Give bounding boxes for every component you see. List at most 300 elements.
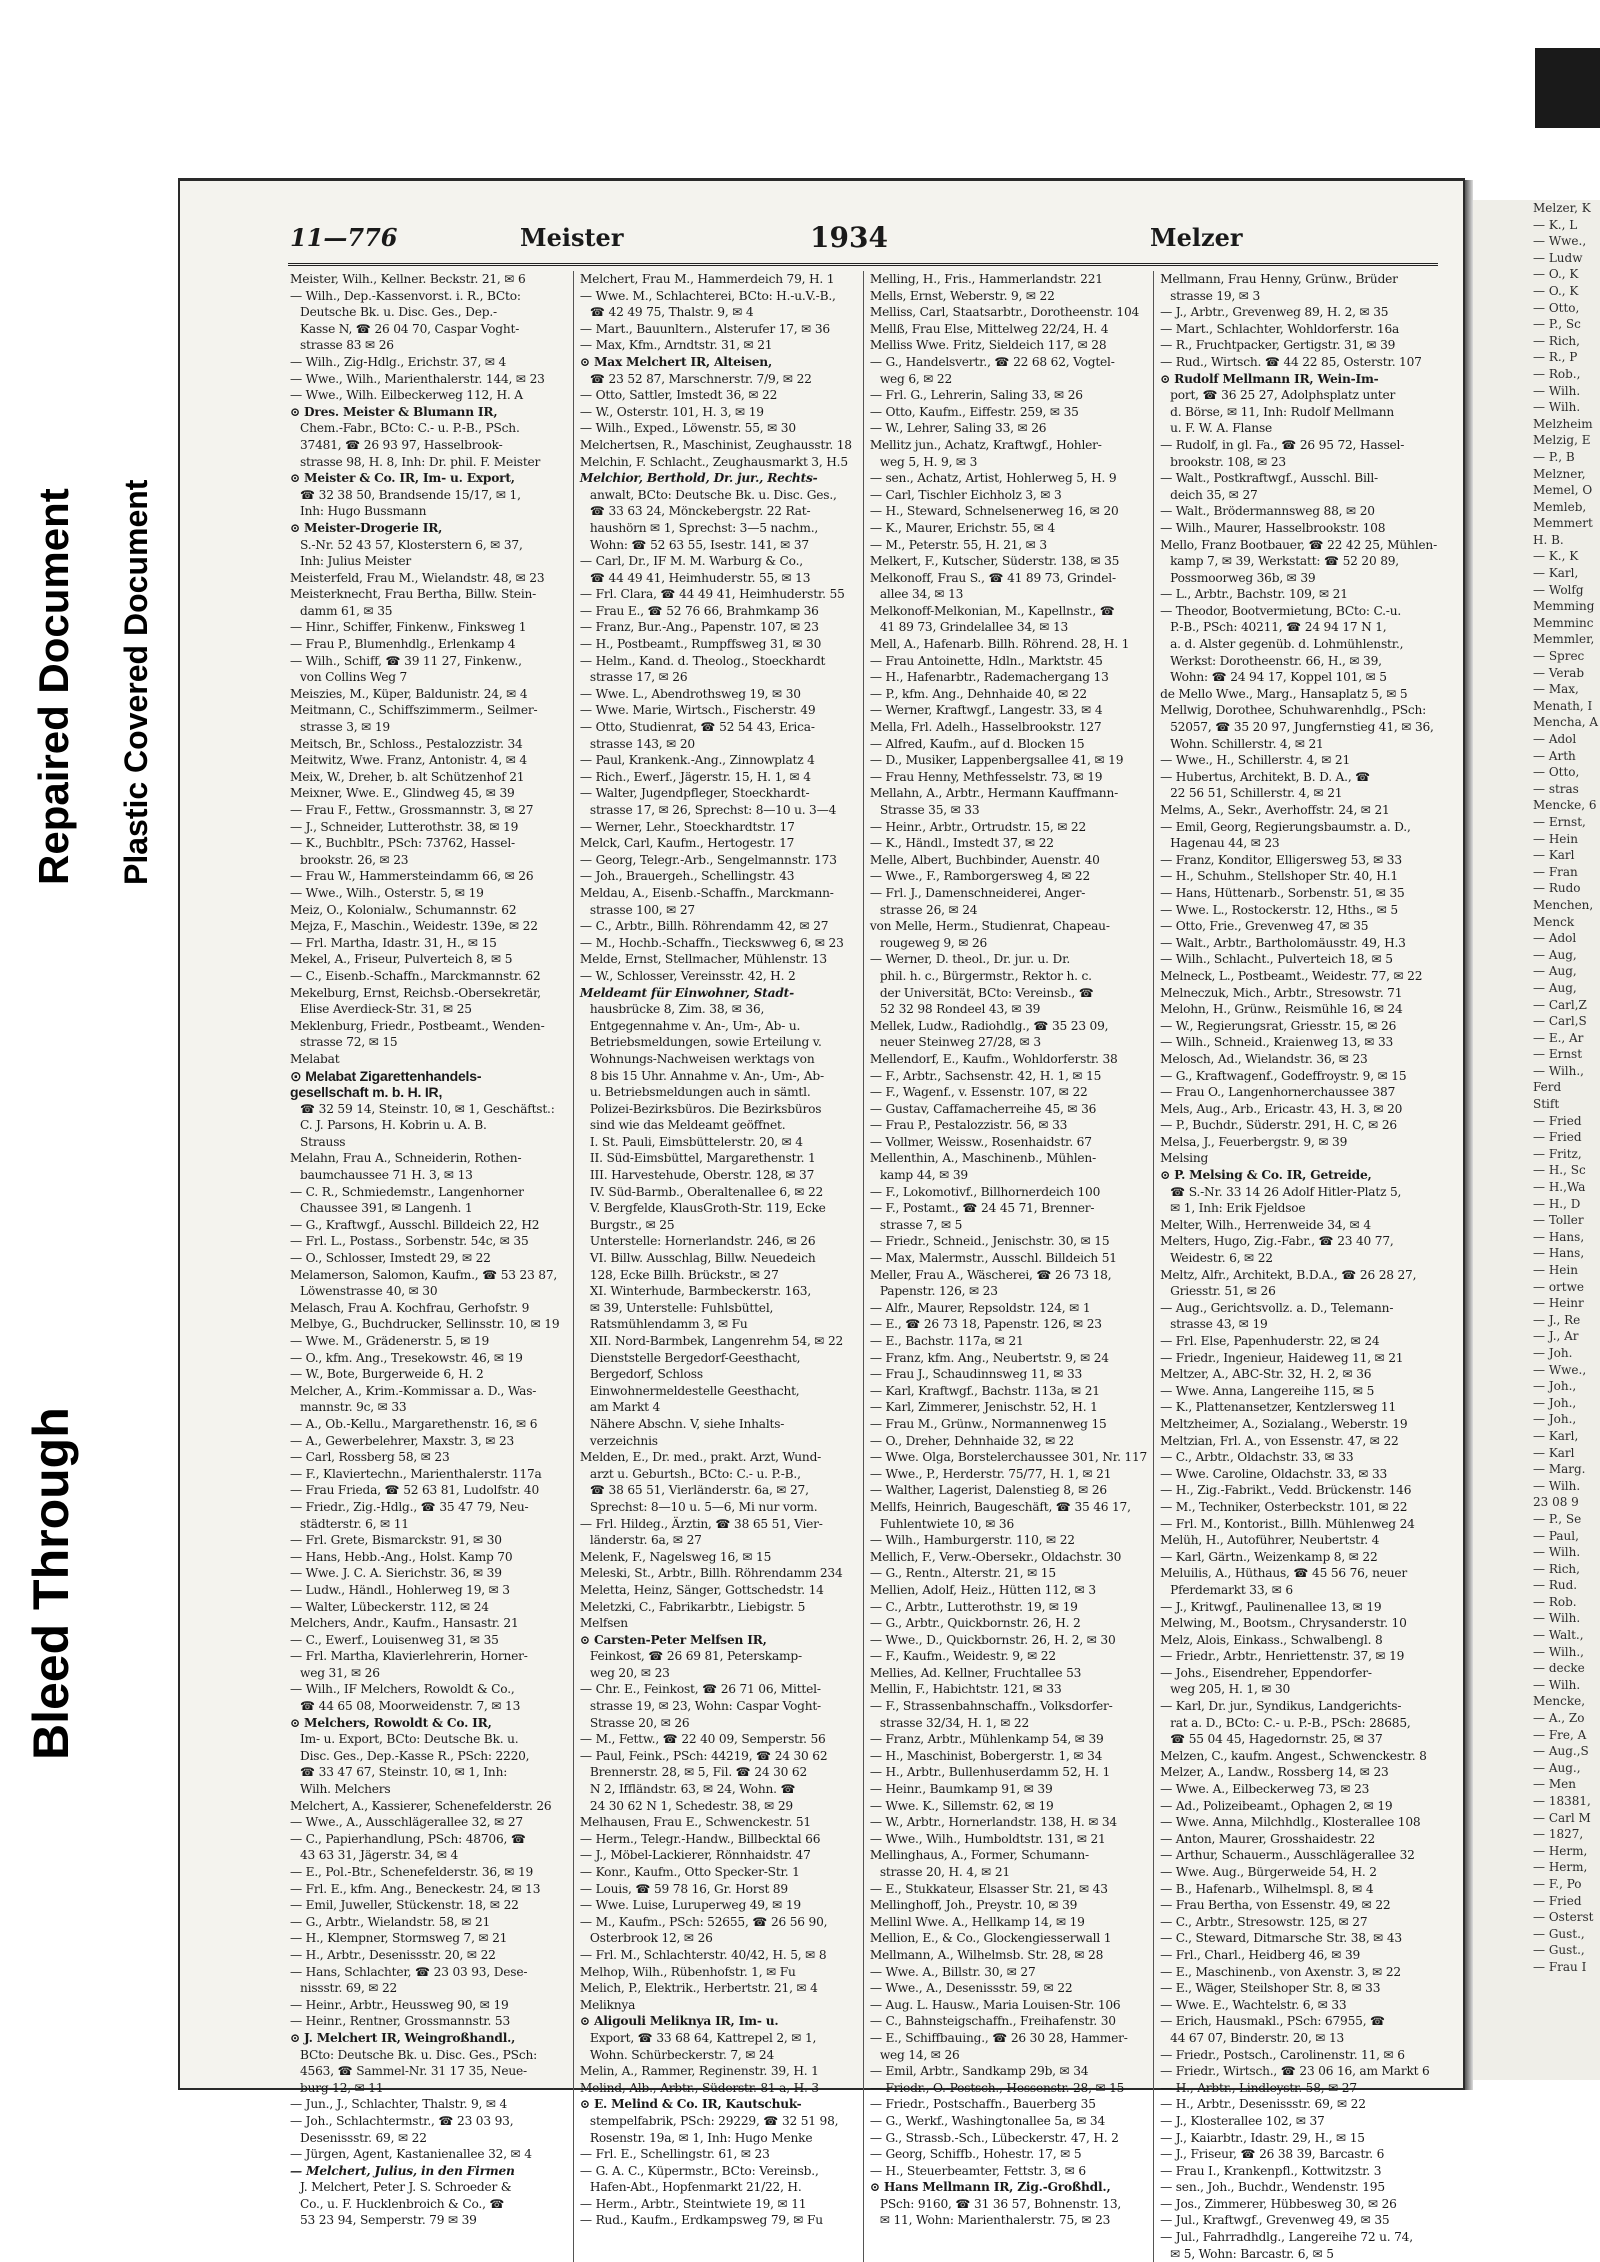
directory-entry: — D., Musiker, Lappenbergsallee 41, ✉ 19 (869, 753, 1124, 768)
directory-entry: Melhop, Wilh., Rübenhofstr. 1, ✉ Fu (579, 1964, 796, 1979)
directory-entry: ⊙ Meister-Drogerie IR, (290, 520, 443, 535)
directory-entry: Rosenstr. 19a, ✉ 1, Inh: Hugo Menke (589, 2130, 813, 2145)
directory-entry: Melzen, C., kaufm. Angest., Schwenckestr. 8 (1160, 1748, 1427, 1763)
directory-entry: Mels, Aug., Arb., Ericastr. 43, H. 3, ✉ 20 (1160, 1101, 1403, 1116)
directory-entry: strasse 100, ✉ 27 (589, 902, 695, 917)
directory-entry: Meisterfeld, Frau M., Wielandstr. 48, ✉ 23 (290, 570, 545, 585)
directory-entry: weg 5, H. 9, ✉ 3 (879, 454, 978, 469)
directory-entry: Inh: Hugo Bussmann (300, 504, 427, 519)
directory-entry: — J., Arbtr., Grevenweg 89, H. 2, ✉ 35 (1160, 305, 1389, 320)
directory-entry: 52 32 98 Rondeel 43, ✉ 39 (879, 1002, 1041, 1017)
directory-entry: — Wwe. M., Grädenerstr. 5, ✉ 19 (290, 1334, 490, 1348)
directory-entry: — Erich, Hausmakl., PSch: 67955, ☎ (1160, 2014, 1386, 2029)
adjacent-page-line: — stras (1533, 781, 1579, 796)
directory-entry: Mellin, F., Habichtstr. 121, ✉ 33 (869, 1682, 1062, 1697)
directory-entry: ☎ 23 52 87, Marschnerstr. 7/9, ✉ 22 (589, 371, 812, 386)
directory-entry: Melchert, Frau M., Hammerdeich 79, H. 1 (579, 272, 835, 286)
directory-entry: — Wilh., Hamburgerstr. 110, ✉ 22 (869, 1533, 1075, 1548)
directory-entry: strasse 17, ✉ 26, Sprechst: 8—10 u. 3—4 (589, 803, 837, 817)
directory-entry: — Wwe., Wilh., Humboldtstr. 131, ✉ 21 (869, 1831, 1106, 1846)
directory-entry: — Jürgen, Agent, Kastanienallee 32, ✉ 4 (290, 2147, 532, 2162)
directory-entry: — C., Steward, Ditmarsche Str. 38, ✉ 43 (1160, 1931, 1402, 1946)
directory-entry: — Frau O., Langenhornerchaussee 387 (1160, 1085, 1396, 1100)
directory-entry: — C., Ewerf., Louisenweg 31, ✉ 35 (290, 1632, 499, 1647)
adjacent-page-line: — J., Ar (1533, 1329, 1579, 1344)
adjacent-page-fragment (1473, 200, 1600, 2080)
directory-entry: — sen., Achatz, Artist, Hohlerweg 5, H. 9 (869, 471, 1117, 486)
directory-entry: PSch: 9160, ☎ 31 36 57, Bohnenstr. 13, (879, 2196, 1122, 2211)
adjacent-page-line: — Ernst, (1533, 814, 1586, 829)
entry-columns (284, 271, 1444, 2261)
directory-entry: Ratsmühlendamm 3, ✉ Fu (589, 1317, 748, 1332)
directory-entry: Mellinghoff, Joh., Preystr. 10, ✉ 39 (869, 1898, 1078, 1913)
directory-entry: — C. R., Schmiedemstr., Langenhorner (290, 1184, 524, 1199)
adjacent-page-line: — Karl (1533, 848, 1575, 863)
directory-entry: Melchin, F. Schlacht., Zeughausmarkt 3, H.5 (579, 454, 848, 469)
directory-entry: Mellwig, Dorothee, Schuhwarenhdlg., PSch: (1160, 703, 1427, 718)
directory-entry: ⊙ P. Melsing & Co. IR, Getreide, (1160, 1168, 1372, 1183)
directory-entry: — Friedr., Arbtr., Henriettenstr. 37, ✉ 19 (1160, 1649, 1405, 1664)
directory-entry: — C., Papierhandlung, PSch: 48706, ☎ (290, 1831, 526, 1846)
adjacent-page-line: — A., Zo (1533, 1711, 1585, 1726)
directory-entry: — P., kfm. Ang., Dehnhaide 40, ✉ 22 (869, 686, 1087, 701)
directory-entry: — Otto, Frie., Grevenweg 47, ✉ 35 (1160, 919, 1369, 934)
directory-entry: Fuhlentwiete 10, ✉ 36 (879, 1516, 1015, 1531)
directory-entry: — Wwe. Aug., Bürgerweide 54, H. 2 (1160, 1865, 1377, 1879)
directory-entry: — Walt., Arbtr., Bartholomäusstr. 49, H.3 (1160, 935, 1406, 950)
directory-entry: ⊙ Dres. Meister & Blumann IR, (290, 404, 498, 419)
directory-entry: Strasse 35, ✉ 33 (879, 803, 980, 817)
directory-entry: Hafen-Abt., Hopfenmarkt 21/22, H. (589, 2180, 802, 2195)
directory-entry: mannstr. 9c, ✉ 33 (300, 1400, 407, 1415)
directory-entry: — Jun., J., Schlachter, Thalstr. 9, ✉ 4 (290, 2097, 508, 2112)
directory-entry: länderstr. 6a, ✉ 27 (589, 1533, 702, 1548)
directory-entry: Inh: Julius Meister (300, 554, 411, 569)
adjacent-page-line: — Joh., (1533, 1379, 1577, 1394)
directory-entry: Melsing (1160, 1151, 1209, 1166)
directory-entry: de Mello Wwe., Marg., Hansaplatz 5, ✉ 5 (1160, 686, 1408, 701)
directory-entry: ☎ 32 38 50, Brandsende 15/17, ✉ 1, (300, 487, 521, 502)
directory-entry: Mellenthin, A., Maschinenb., Mühlen- (869, 1151, 1096, 1166)
directory-entry: — Wilh., IF Melchers, Rowoldt & Co., (290, 1682, 515, 1697)
adjacent-page-line: — O., K (1533, 283, 1579, 298)
directory-entry: 4563, ☎ Sammel-Nr. 31 17 35, Neue- (300, 2064, 527, 2079)
directory-entry: — J., Friseur, ☎ 26 38 39, Barcastr. 6 (1160, 2147, 1385, 2162)
directory-entry: Deutsche Bk. u. Disc. Ges., Dep.- (300, 305, 497, 320)
adjacent-page-line: — H., D (1533, 1196, 1581, 1211)
directory-entry: Mella, Frl. Adelh., Hasselbrookstr. 127 (869, 720, 1102, 735)
directory-entry: am Markt 4 (589, 1400, 661, 1415)
directory-entry: — F., Klaviertechn., Marienthalerstr. 117a (290, 1466, 542, 1481)
directory-entry: — Wwe. J. C. A. Sierichstr. 36, ✉ 39 (290, 1566, 502, 1581)
adjacent-page-line: — Hein (1533, 1263, 1578, 1277)
directory-entry: — Wwe. Caroline, Oldachstr. 33, ✉ 33 (1160, 1466, 1388, 1481)
directory-entry: phil. h. c., Bürgermstr., Rektor h. c. (879, 968, 1092, 983)
directory-entry: Wohn: ☎ 52 63 55, Isestr. 141, ✉ 37 (589, 537, 809, 552)
adjacent-page-line: — Verab (1533, 665, 1585, 680)
directory-entry: I. St. Pauli, Eimsbüttelerstr. 20, ✉ 4 (589, 1134, 803, 1149)
directory-entry: — E., Maschinenb., von Axenstr. 3, ✉ 22 (1160, 1964, 1401, 1979)
directory-entry: Melle, Albert, Buchbinder, Auenstr. 40 (869, 852, 1100, 867)
directory-entry: — Hubertus, Architekt, B. D. A., ☎ (1160, 769, 1371, 784)
directory-entry: — W., Lehrer, Saling 33, ✉ 26 (869, 421, 1047, 436)
directory-entry: haushörn ✉ 1, Sprechst: 3—5 nachm., (589, 520, 819, 535)
directory-entry: — K., Maurer, Erichstr. 55, ✉ 4 (869, 520, 1056, 535)
directory-entry: — E., Schiffbauing., ☎ 26 30 28, Hammer- (869, 2030, 1128, 2045)
directory-entry: Melz, Alois, Einkass., Schwalbengl. 8 (1160, 1632, 1383, 1647)
directory-entry: XII. Nord-Barmbek, Langenrehm 54, ✉ 22 (589, 1334, 844, 1348)
adjacent-page-line: — Hans, (1533, 1229, 1585, 1244)
directory-entry: Meiszies, M., Küper, Baldunistr. 24, ✉ 4 (290, 686, 528, 701)
directory-entry: strasse 20, H. 4, ✉ 21 (879, 1865, 1010, 1879)
directory-entry: Melliss Wwe. Fritz, Sieldeich 117, ✉ 28 (869, 338, 1107, 353)
adjacent-page-line: — Men (1533, 1777, 1576, 1792)
directory-entry: — F., Lokomotivf., Billhornerdeich 100 (869, 1184, 1101, 1199)
adjacent-page-line: — Otto, (1533, 765, 1580, 780)
directory-entry: — Heinr., Rentner, Grossmannstr. 53 (290, 2014, 511, 2029)
directory-entry: — J., Möbel-Lackierer, Rönnhaidstr. 47 (579, 1848, 811, 1863)
label-repaired-document: Repaired Document (30, 488, 77, 885)
directory-entry: Melich, P., Elektrik., Herbertstr. 21, ✉ 4 (579, 1981, 818, 1996)
page-year: 1934 (810, 221, 888, 254)
directory-entry: — Werner, Kraftwgf., Langestr. 33, ✉ 4 (869, 703, 1103, 718)
directory-entry: 22 56 51, Schillerstr. 4, ✉ 21 (1170, 786, 1343, 801)
directory-entry: — Heinr., Arbtr., Ortrudstr. 15, ✉ 22 (869, 819, 1087, 834)
directory-entry: Meletta, Heinz, Sänger, Gottschedstr. 14 (579, 1582, 824, 1597)
directory-entry: — A., Gewerbelehrer, Maxstr. 3, ✉ 23 (290, 1433, 515, 1448)
directory-entry: — Wwe., A., Desenissstr. 59, ✉ 22 (869, 1981, 1073, 1996)
directory-entry: Unterstelle: Hornerlandstr. 246, ✉ 26 (589, 1234, 816, 1249)
directory-entry: — Rich., Ewerf., Jägerstr. 15, H. 1, ✉ 4 (579, 769, 811, 784)
adjacent-page-line: — Otto, (1533, 300, 1580, 315)
directory-entry: — Hinr., Schiffer, Finkenw., Finksweg 1 (290, 620, 527, 635)
directory-entry: Mellion, E., & Co., Glockengiesserwall 1 (869, 1931, 1112, 1946)
directory-entry: — Walter, Jugendpfleger, Stoeckhardt- (579, 786, 810, 801)
adjacent-page-line: Memming (1533, 599, 1595, 614)
adjacent-page-line: — Toller (1533, 1213, 1584, 1228)
directory-entry: — Emil, Arbtr., Sandkamp 29b, ✉ 34 (869, 2064, 1089, 2079)
directory-entry: Mellies, Ad. Kellner, Fruchtallee 53 (869, 1665, 1082, 1680)
directory-entry: — Otto, Sattler, Imstedt 36, ✉ 22 (579, 388, 778, 403)
adjacent-page-line: — Fried (1533, 1113, 1582, 1128)
adjacent-page-line: — Karl (1533, 1445, 1575, 1460)
directory-entry: — Walther, Lagerist, Dalenstieg 8, ✉ 26 (869, 1483, 1107, 1498)
directory-entry: — Wwe. Anna, Milchhdlg., Klosterallee 108 (1160, 1815, 1421, 1830)
directory-entry: Mells, Ernst, Weberstr. 9, ✉ 22 (869, 288, 1055, 303)
adjacent-page-line: — Wolfg (1533, 582, 1584, 597)
directory-entry: — H., Hafenarbtr., Rademachergang 13 (869, 670, 1109, 685)
directory-entry: — Friedr., Wirtsch., ☎ 23 06 16, am Markt 6 (1160, 2064, 1430, 2079)
column-1 (284, 271, 574, 2262)
directory-entry: — M., Hochb.-Schaffn., Tieckswweg 6, ✉ 23 (579, 935, 844, 950)
adjacent-page-line: Mencke, (1533, 1694, 1586, 1709)
adjacent-page-line: Stift (1533, 1097, 1560, 1112)
directory-entry: — Frau P., Blumenhdlg., Erlenkamp 4 (290, 637, 516, 652)
directory-entry: Meltzheimer, A., Sozialang., Weberstr. 19 (1160, 1416, 1408, 1431)
directory-entry: Feinkost, ☎ 26 69 81, Peterskamp- (589, 1649, 802, 1664)
directory-entry: — Max, Malermstr., Ausschl. Billdeich 51 (869, 1251, 1117, 1266)
adjacent-page-line: — H.,Wa (1533, 1180, 1586, 1195)
directory-entry: — M., Techniker, Osterbeckstr. 101, ✉ 22 (1160, 1499, 1408, 1514)
directory-entry: rat a. D., BCto: C.- u. P.-B., PSch: 28685, (1170, 1715, 1411, 1730)
directory-entry: ☎ 32 59 14, Steinstr. 10, ✉ 1, Geschäftst.: (300, 1101, 555, 1116)
directory-entry: — E., ☎ 26 73 18, Papenstr. 126, ✉ 23 (869, 1317, 1102, 1332)
directory-entry: — Franz, Arbtr., Mühlenkamp 54, ✉ 39 (869, 1732, 1104, 1747)
adjacent-page-line: — Aug.,S (1533, 1744, 1589, 1759)
directory-entry: Griesstr. 51, ✉ 26 (1170, 1284, 1276, 1299)
directory-entry: — Frau M., Grünw., Normannenweg 15 (869, 1416, 1107, 1431)
directory-entry: — F., Postamt., ☎ 24 45 71, Brenner- (869, 1201, 1095, 1216)
directory-entry: — Melchert, Julius, in den Firmen (290, 2163, 515, 2178)
directory-entry: — Werner, D. theol., Dr. jur. u. Dr. (869, 952, 1071, 967)
directory-entry: Melfsen (579, 1616, 628, 1631)
directory-entry: anwalt, BCto: Deutsche Bk. u. Disc. Ges., (589, 487, 837, 502)
directory-entry: — Herm., Arbtr., Steintwiete 19, ✉ 11 (579, 2196, 807, 2211)
directory-entry: ⊙ Hans Mellmann IR, Zig.-Großhdl., (869, 2180, 1111, 2195)
directory-entry: Einwohnermeldestelle Geesthacht, (589, 1383, 800, 1398)
directory-entry: — Frau Bertha, von Essenstr. 49, ✉ 22 (1160, 1898, 1391, 1913)
directory-entry: Possmoorweg 36b, ✉ 39 (1170, 570, 1316, 585)
directory-entry: — Frau E., ☎ 52 76 66, Brahmkamp 36 (579, 603, 819, 618)
adjacent-page-line: Memleb, (1533, 499, 1587, 514)
directory-entry: u. F. W. A. Flanse (1170, 421, 1273, 436)
directory-entry: 43 63 31, Jägerstr. 34, ✉ 4 (300, 1848, 459, 1863)
adjacent-page-line: — Wilh. (1533, 1611, 1581, 1626)
directory-entry: S.-Nr. 52 43 57, Klosterstern 6, ✉ 37, (300, 537, 523, 552)
directory-entry: Meldau, A., Eisenb.-Schaffn., Marckmann- (579, 885, 834, 900)
directory-entry: — Wilh., Schiff, ☎ 39 11 27, Finkenw., (290, 653, 522, 668)
adjacent-page-line: — Marg. (1533, 1462, 1586, 1477)
adjacent-page-line: — J., Re (1533, 1312, 1581, 1327)
adjacent-page-line: — Wilh. (1533, 1677, 1581, 1692)
directory-entry: — Joh., Brauergeh., Schellingstr. 43 (579, 869, 795, 884)
directory-entry: Melohn, H., Grünw., Reismühle 16, ✉ 24 (1160, 1002, 1403, 1017)
directory-entry: allee 34, ✉ 13 (879, 587, 964, 602)
directory-entry: 128, Ecke Billh. Brückstr., ✉ 27 (589, 1267, 779, 1282)
directory-entry: Export, ☎ 33 68 64, Kattrepel 2, ✉ 1, (589, 2030, 817, 2045)
directory-entry: Melchior, Berthold, Dr. jur., Rechts- (579, 471, 818, 486)
directory-entry: — Wwe., A., Ausschlägerallee 32, ✉ 27 (290, 1815, 523, 1830)
directory-entry: Bergedorf, Schloss (589, 1367, 703, 1382)
directory-entry: Melchert, A., Kassierer, Schenefelderstr. 26 (290, 1798, 552, 1813)
directory-entry: — A., Ob.-Kellu., Margarethenstr. 16, ✉ 6 (290, 1416, 538, 1431)
directory-entry: Melcher, A., Krim.-Kommissar a. D., Was- (290, 1383, 537, 1398)
directory-entry: Wilh. Melchers (300, 1782, 391, 1797)
directory-entry: IV. Süd-Barmb., Oberaltenallee 6, ✉ 22 (589, 1184, 824, 1199)
directory-entry: — O., Schlosser, Imstedt 29, ✉ 22 (290, 1251, 491, 1266)
directory-entry: ☎ 55 04 45, Hagedornstr. 25, ✉ 37 (1170, 1732, 1383, 1747)
directory-entry: Melchertsen, R., Maschinist, Zeughausstr. 18 (579, 437, 852, 452)
directory-entry: Meller, Frau A., Wäscherei, ☎ 26 73 18, (869, 1267, 1112, 1282)
directory-entry: Desenissstr. 69, ✉ 22 (300, 2130, 427, 2145)
directory-entry: — Alfr., Maurer, Repsoldstr. 124, ✉ 1 (869, 1300, 1091, 1315)
adjacent-page-line: — Wilh., (1533, 1644, 1584, 1659)
directory-entry: — Carl, Rossberg 58, ✉ 23 (290, 1450, 450, 1465)
directory-entry: Meklenburg, Friedr., Postbeamt., Wenden- (290, 1018, 545, 1033)
directory-entry: — W., Arbtr., Hornerlandstr. 138, H. ✉ 34 (869, 1815, 1117, 1830)
directory-entry: — Wwe. K., Sillemstr. 62, ✉ 19 (869, 1798, 1054, 1813)
directory-entry: — Vollmer, Weissw., Rosenhaidstr. 67 (869, 1134, 1092, 1149)
directory-entry: — H., Zig.-Fabrikt., Vedd. Brückenstr. 146 (1160, 1483, 1412, 1498)
directory-entry: — Wwe. A., Eilbeckerweg 73, ✉ 23 (1160, 1782, 1370, 1797)
directory-entry: — Carl, Tischler Eichholz 3, ✉ 3 (869, 487, 1062, 502)
directory-entry: weg 31, ✉ 26 (300, 1665, 380, 1680)
directory-entry: — C., Arbtr., Lutterothstr. 19, ✉ 19 (869, 1599, 1078, 1614)
adjacent-page-line: — Osterst (1533, 1910, 1594, 1925)
directory-entry: Mell, A., Hafenarb. Billh. Röhrend. 28, H. 1 (869, 637, 1130, 652)
directory-entry: rougeweg 9, ✉ 26 (879, 935, 988, 950)
directory-entry: 8 bis 15 Uhr. Annahme v. An-, Um-, Ab- (589, 1068, 824, 1083)
directory-entry: Meltz, Alfr., Architekt, B.D.A., ☎ 26 28 27, (1160, 1267, 1417, 1282)
directory-entry: — E., Bachstr. 117a, ✉ 21 (869, 1334, 1024, 1348)
directory-entry: Melliss, Carl, Staatsarbtr., Dorotheenstr. 104 (869, 305, 1140, 320)
directory-entry: — Friedr., Postschaffn., Bauerberg 35 (869, 2097, 1096, 2112)
directory-entry: — J., Klosterallee 102, ✉ 37 (1160, 2113, 1325, 2128)
adjacent-page-line: — Joh., (1533, 1395, 1577, 1410)
directory-entry: 37481, ☎ 26 93 97, Hasselbrook- (300, 437, 503, 452)
directory-entry: a. d. Alster gegenüb. d. Lohmühlenstr., (1170, 637, 1404, 652)
directory-entry: Mellitz jun., Achatz, Kraftwgf., Hohler- (869, 437, 1102, 452)
directory-entry: — O., kfm. Ang., Tresekowstr. 46, ✉ 19 (290, 1350, 523, 1365)
directory-entry: ⊙ J. Melchert IR, Weingroßhandl., (290, 2030, 516, 2045)
directory-entry: — Frl. L., Postass., Sorbenstr. 54c, ✉ 35 (290, 1234, 529, 1249)
directory-entry: ⊙ Meister & Co. IR, Im- u. Export, (290, 471, 515, 486)
directory-entry: — Wilh., Exped., Löwenstr. 55, ✉ 30 (579, 421, 796, 436)
directory-entry: — E., Stukkateur, Elsasser Str. 21, ✉ 43 (869, 1881, 1108, 1896)
directory-entry: — Frl. G., Lehrerin, Saling 33, ✉ 26 (869, 388, 1083, 403)
directory-entry: ☎ 33 47 67, Steinstr. 10, ✉ 1, Inh: (300, 1765, 508, 1780)
directory-entry: Mellek, Ludw., Radiohdlg., ☎ 35 23 09, (869, 1018, 1109, 1033)
directory-entry: Melosch, Ad., Wielandstr. 36, ✉ 23 (1160, 1051, 1368, 1066)
directory-entry: — Frau Frieda, ☎ 52 63 81, Ludolfstr. 40 (290, 1483, 540, 1498)
scan-black-corner (1535, 48, 1600, 128)
directory-entry: strasse 43, ✉ 19 (1170, 1317, 1268, 1332)
directory-entry: — Mart., Bauunltern., Alsterufer 17, ✉ 36 (579, 321, 830, 336)
directory-entry: Melenk, F., Nagelsweg 16, ✉ 15 (579, 1549, 772, 1564)
directory-entry: — Wwe. A., Billstr. 30, ✉ 27 (869, 1964, 1036, 1979)
directory-entry: — Aug. L. Hausw., Maria Louisen-Str. 106 (869, 1997, 1121, 2012)
directory-entry: ⊙ Max Melchert IR, Alteisen, (579, 354, 772, 369)
directory-entry: Strasse 20, ✉ 26 (589, 1715, 690, 1730)
adjacent-page-line: Memmert (1533, 516, 1593, 531)
directory-entry: brookstr. 26, ✉ 23 (300, 852, 409, 867)
guide-word-right: Melzer (1150, 223, 1243, 252)
directory-entry: — W., Regierungsrat, Griesstr. 15, ✉ 26 (1160, 1018, 1397, 1033)
directory-entry: Melsa, J., Feuerbergstr. 9, ✉ 39 (1160, 1134, 1348, 1149)
adjacent-page-line: — Paul, (1533, 1528, 1579, 1543)
page-header (290, 223, 1440, 255)
adjacent-page-line: — Fritz, (1533, 1146, 1582, 1161)
adjacent-page-line: — K., L (1533, 217, 1578, 232)
directory-entry: — Franz, kfm. Ang., Neubertstr. 9, ✉ 24 (869, 1350, 1109, 1365)
directory-entry: — J., Kaiarbtr., Idastr. 29, H., ✉ 15 (1160, 2130, 1365, 2145)
adjacent-page-line: Menck (1533, 914, 1575, 929)
directory-entry: — Werner, Lehr., Stoeckhardtstr. 17 (579, 819, 795, 834)
adjacent-page-line: — Ernst (1533, 1047, 1583, 1062)
directory-entry: 41 89 73, Grindelallee 34, ✉ 13 (879, 620, 1069, 635)
directory-entry: Pferdemarkt 33, ✉ 6 (1170, 1582, 1293, 1597)
label-bleed-through: Bleed Through (23, 1407, 79, 1760)
directory-entry: ⊙ Aligouli Meliknya IR, Im- u. (579, 2014, 779, 2029)
directory-entry: ✉ 39, Unterstelle: Fuhlsbüttel, (589, 1300, 774, 1315)
directory-entry: arzt u. Geburtsh., BCto: C.- u. P.-B., (589, 1466, 801, 1481)
guide-word-left: Meister (520, 223, 624, 252)
directory-entry: strasse 32/34, H. 1, ✉ 22 (879, 1715, 1029, 1730)
directory-entry: — C., Arbtr., Oldachstr. 33, ✉ 33 (1160, 1450, 1354, 1465)
directory-entry: ⊙ Rudolf Mellmann IR, Wein-Im- (1160, 371, 1379, 386)
label-plastic-covered: Plastic Covered Document (118, 479, 154, 885)
directory-entry: — Konr., Kaufm., Otto Specker-Str. 1 (579, 1865, 800, 1879)
directory-entry: — Alfred, Kaufm., auf d. Blocken 15 (869, 736, 1085, 751)
directory-entry: Melling, H., Fris., Hammerlandstr. 221 (869, 272, 1103, 286)
directory-entry: — G., Kraftwgf., Ausschl. Billdeich 22, H2 (290, 1217, 540, 1232)
directory-entry: — H., Arbtr., Desenissstr. 69, ✉ 22 (1160, 2097, 1366, 2112)
directory-entry: — L., Arbtr., Bachstr. 109, ✉ 21 (1160, 587, 1348, 602)
directory-entry: ✉ 5, Wohn: Barcastr. 6, ✉ 5 (1170, 2246, 1334, 2261)
directory-entry: Meldeamt für Einwohner, Stadt- (579, 985, 794, 1000)
directory-entry: — Paul, Feink., PSch: 44219, ☎ 24 30 62 (579, 1748, 828, 1763)
directory-entry: — F., Kaufm., Weidestr. 9, ✉ 22 (869, 1649, 1056, 1664)
directory-entry: Mellfs, Heinrich, Baugeschäft, ☎ 35 46 17, (869, 1499, 1131, 1514)
directory-entry: BCto: Deutsche Bk. u. Disc. Ges., PSch: (300, 2047, 538, 2062)
directory-entry: Mellien, Adolf, Heiz., Hütten 112, ✉ 3 (869, 1582, 1096, 1597)
adjacent-page-line: Menchen, (1533, 897, 1594, 912)
directory-entry: — Wwe. Anna, Langereihe 115, ✉ 5 (1160, 1383, 1375, 1398)
directory-entry: — Frl. M., Schlachterstr. 40/42, H. 5, ✉ 8 (579, 1947, 827, 1962)
directory-entry: — H., Postbeamt., Rumpffsweg 31, ✉ 30 (579, 637, 822, 652)
adjacent-page-line: — Rob. (1533, 1594, 1577, 1609)
directory-entry: Mellinl Wwe. A., Hellkamp 14, ✉ 19 (869, 1914, 1085, 1929)
directory-entry: Meitsch, Br., Schloss., Pestalozzistr. 34 (290, 736, 523, 751)
directory-entry: Melabat (290, 1051, 340, 1066)
directory-entry: Brennerstr. 28, ✉ 5, Fil. ☎ 24 30 62 (589, 1765, 807, 1780)
directory-entry: Co., u. F. Hucklenbroich & Co., ☎ (300, 2196, 505, 2211)
directory-entry: Melters, Hugo, Zig.-Fabr., ☎ 23 40 77, (1160, 1234, 1394, 1249)
directory-entry: — W., Osterstr. 101, H. 3, ✉ 19 (579, 404, 764, 419)
directory-entry: ☎ 42 49 75, Thalstr. 9, ✉ 4 (589, 305, 754, 320)
directory-entry: — H., Arbtr., Lindleystr. 58, ✉ 27 (1160, 2080, 1357, 2095)
directory-entry: — K., Buchbltr., PSch: 73762, Hassel- (290, 836, 515, 851)
directory-entry: — Mart., Schlachter, Wohldorferstr. 16a (1160, 321, 1400, 336)
directory-entry: — H., Maschinist, Bobergerstr. 1, ✉ 34 (869, 1748, 1103, 1763)
directory-entry: — Emil, Georg, Regierungsbaumstr. a. D., (1160, 819, 1411, 834)
adjacent-page-line: Ferd (1533, 1080, 1562, 1095)
directory-entry: XI. Winterhude, Barmbeckerstr. 163, (589, 1284, 811, 1299)
adjacent-page-line: — Fried (1533, 1893, 1582, 1908)
directory-entry: strasse 98, H. 8, Inh: Dr. phil. F. Meister (300, 454, 541, 469)
directory-entry: — Wwe. Marie, Wirtsch., Fischerstr. 49 (579, 703, 816, 718)
directory-entry: Melin, A., Rammer, Reginenstr. 39, H. 1 (579, 2064, 819, 2079)
adjacent-page-line: — Joh. (1533, 1345, 1573, 1360)
directory-entry: d. Börse, ✉ 11, Inh: Rudolf Mellmann (1170, 404, 1395, 419)
margin-labels (0, 0, 185, 2177)
directory-entry: — Joh., Schlachtermstr., ☎ 23 03 93, (290, 2113, 514, 2128)
adjacent-page-line: 23 08 9 (1533, 1495, 1579, 1510)
directory-entry: sind wie das Meldeamt geöffnet. (589, 1118, 786, 1133)
directory-entry: — Hans, Schlachter, ☎ 23 03 93, Dese- (290, 1964, 528, 1979)
directory-entry: gesellschaft m. b. H. IR, (290, 1084, 443, 1101)
directory-entry: — Frl. E., kfm. Ang., Beneckestr. 24, ✉ 13 (290, 1881, 541, 1896)
directory-entry: — J., Schneider, Lutterothstr. 38, ✉ 19 (290, 819, 519, 834)
adjacent-page-line: — O., K (1533, 267, 1579, 282)
directory-entry: Mejza, F., Maschin., Weidestr. 139e, ✉ 22 (290, 919, 538, 934)
directory-entry: Meitwitz, Wwe. Franz, Antonistr. 4, ✉ 4 (290, 753, 527, 768)
directory-entry: — Otto, Studienrat, ☎ 52 54 43, Erica- (579, 720, 815, 735)
adjacent-page-line: — Herm, (1533, 1843, 1588, 1858)
directory-entry: strasse 3, ✉ 19 (300, 720, 390, 735)
adjacent-page-line: — Walt., (1533, 1628, 1584, 1643)
directory-entry: Wohnungs-Nachweisen werktags von (589, 1051, 815, 1066)
